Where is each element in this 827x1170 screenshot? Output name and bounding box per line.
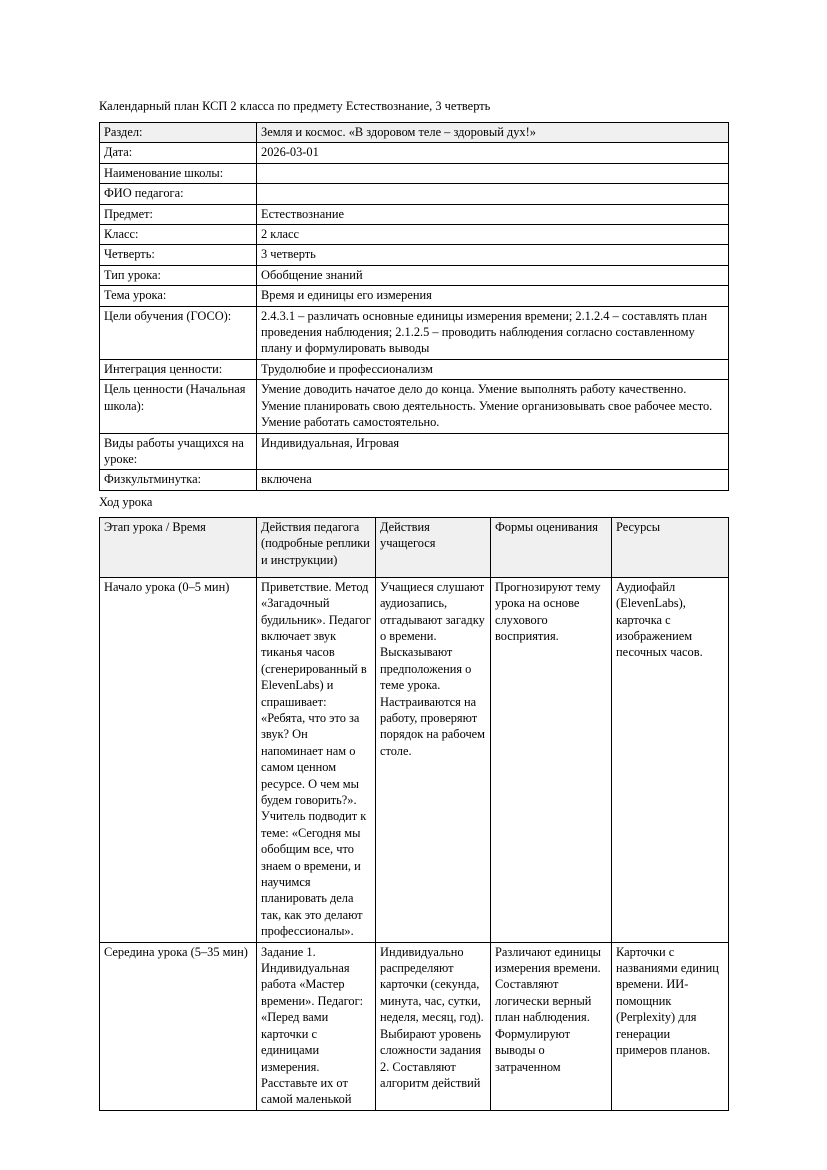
table-row [100, 123, 729, 143]
page-title: Календарный план КСП 2 класса по предмету Естествознание, 3 четверть [99, 99, 491, 113]
table-row [100, 433, 729, 470]
column-header-student-actions: Действия учащегося [376, 517, 491, 577]
info-label: Виды работы учащихся на уроке: [100, 433, 257, 470]
table-row [100, 204, 729, 224]
info-value: Время и единицы его измерения [257, 286, 729, 306]
table-row [100, 306, 729, 359]
info-label: Класс: [100, 225, 257, 245]
table-header-row [100, 517, 729, 577]
cell-teacher-actions: Приветствие. Метод «Загадочный будильник». Педагог включает звук тиканья часов (сгенерированный в ElevenLabs) и спрашивает: «Ребята, что это за звук? Он напоминает нам о самом ценном ресурсе. О чем мы будем говорить?». Учитель подводит к теме: «Сегодня мы обобщим все, что знаем о времени, и научимся планировать дела так, как это делают профессионалы». [257, 577, 376, 942]
info-value [257, 184, 729, 204]
info-label: Интеграция ценности: [100, 359, 257, 379]
table-row [100, 286, 729, 306]
info-value: включена [257, 470, 729, 490]
table-row [100, 380, 729, 433]
info-value: 2 класс [257, 225, 729, 245]
cell-resources: Карточки с названиями единиц времени. ИИ-помощник (Perplexity) для генерации примеров планов. [612, 942, 729, 1110]
table-row [100, 143, 729, 163]
table-row [100, 359, 729, 379]
info-label: Дата: [100, 143, 257, 163]
column-header-resources: Ресурсы [612, 517, 729, 577]
info-label: Предмет: [100, 204, 257, 224]
table-row [100, 577, 729, 942]
info-label: Тема урока: [100, 286, 257, 306]
table-row [100, 942, 729, 1110]
column-header-teacher-actions: Действия педагога (подробные реплики и инструкции) [257, 517, 376, 577]
table-row [100, 225, 729, 245]
lesson-flow-table [99, 517, 729, 1111]
lesson-flow-header [100, 517, 729, 577]
info-label: Раздел: [100, 123, 257, 143]
info-label: Наименование школы: [100, 163, 257, 183]
info-value: 2026-03-01 [257, 143, 729, 163]
info-value: Умение доводить начатое дело до конца. Умение выполнять работу качественно. Умение планировать свою деятельность. Умение организовывать свое рабочее место. Умение работать самостоятельно. [257, 380, 729, 433]
info-label: ФИО педагога: [100, 184, 257, 204]
info-value [257, 163, 729, 183]
info-value: 2.4.3.1 – различать основные единицы измерения времени; 2.1.2.4 – составлять план проведения наблюдения; 2.1.2.5 – проводить наблюдения согласно составленному плану и формулировать выводы [257, 306, 729, 359]
table-row [100, 470, 729, 490]
info-value: Индивидуальная, Игровая [257, 433, 729, 470]
cell-assessment: Прогнозируют тему урока на основе слухового восприятия. [491, 577, 612, 942]
cell-resources: Аудиофайл (ElevenLabs), карточка с изображением песочных часов. [612, 577, 729, 942]
info-label: Цели обучения (ГОСО): [100, 306, 257, 359]
info-value: Земля и космос. «В здоровом теле – здоровый дух!» [257, 123, 729, 143]
lesson-flow-caption: Ход урока [99, 494, 153, 509]
info-label: Физкультминутка: [100, 470, 257, 490]
info-value: Обобщение знаний [257, 265, 729, 285]
cell-student-actions: Учащиеся слушают аудиозапись, отгадывают загадку о времени. Высказывают предположения о теме урока. Настраиваются на работу, проверяют порядок на рабочем столе. [376, 577, 491, 942]
cell-teacher-actions: Задание 1. Индивидуальная работа «Мастер времени». Педагог: «Перед вами карточки с единицами измерения. Расставьте их от самой маленькой [257, 942, 376, 1110]
info-label: Тип урока: [100, 265, 257, 285]
table-row [100, 163, 729, 183]
lesson-info-body [100, 123, 729, 491]
cell-stage: Начало урока (0–5 мин) [100, 577, 257, 942]
cell-assessment: Различают единицы измерения времени. Составляют логически верный план наблюдения. Формулируют выводы о затраченном [491, 942, 612, 1110]
info-label: Цель ценности (Начальная школа): [100, 380, 257, 433]
table-row [100, 265, 729, 285]
column-header-assessment: Формы оценивания [491, 517, 612, 577]
lesson-flow-body [100, 577, 729, 1110]
info-value: 3 четверть [257, 245, 729, 265]
lesson-info-table [99, 122, 729, 491]
info-value: Трудолюбие и профессионализм [257, 359, 729, 379]
info-value: Естествознание [257, 204, 729, 224]
table-row [100, 245, 729, 265]
cell-student-actions: Индивидуально распределяют карточки (секунда, минута, час, сутки, неделя, месяц, год). Выбирают уровень сложности задания 2. Составляют алгоритм действий [376, 942, 491, 1110]
cell-stage: Середина урока (5–35 мин) [100, 942, 257, 1110]
column-header-stage: Этап урока / Время [100, 517, 257, 577]
info-label: Четверть: [100, 245, 257, 265]
document-content [99, 98, 728, 1111]
table-row [100, 184, 729, 204]
